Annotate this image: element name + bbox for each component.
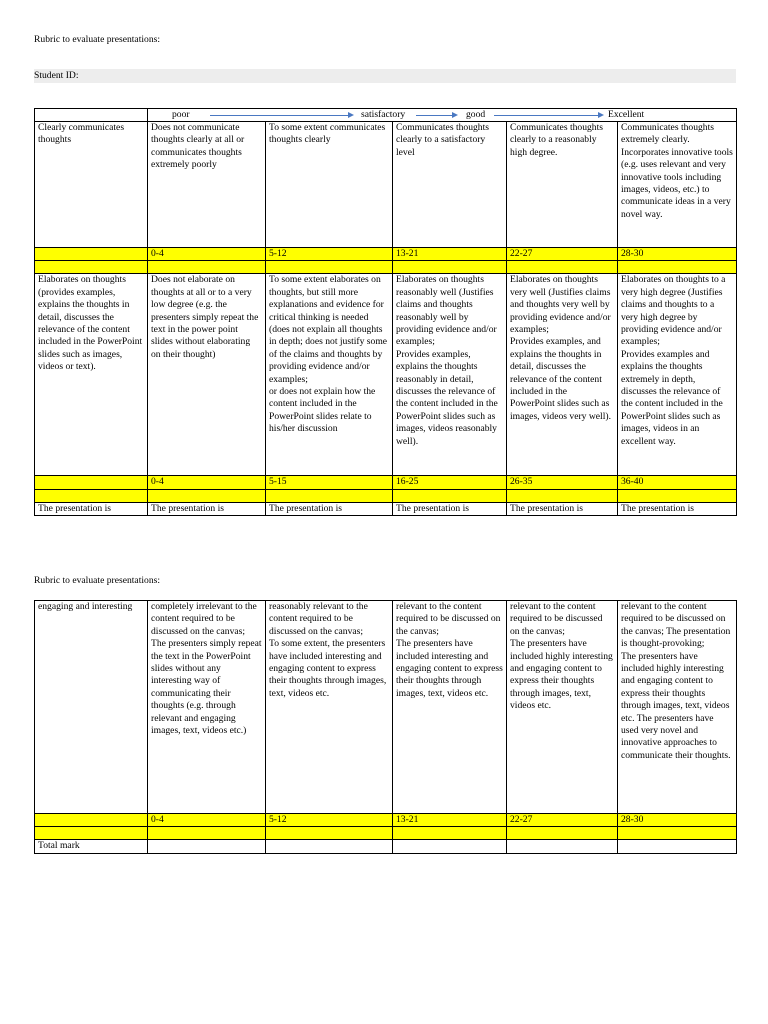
rating-scale xyxy=(148,109,737,122)
spacer-row xyxy=(35,489,737,502)
marks-row xyxy=(35,476,737,489)
scale-satisfactory-label: satisfactory xyxy=(361,109,406,120)
table-row xyxy=(35,122,737,248)
descriptor-cell: The presentation is xyxy=(148,502,266,515)
descriptor-cell: Elaborates on thoughts to a very high degree (Justifies claims and thoughts to a very high degree by providing evidence and/or examples; Provides examples and explains the thoughts extremely in depth, discusses the relevance of the content included in the PowerPoint slides such as images, videos in an excellent way. xyxy=(618,274,737,476)
scale-excellent-label: Excellent xyxy=(608,109,645,120)
mark-cell: 0-4 xyxy=(148,248,266,261)
marks-row xyxy=(35,814,737,827)
descriptor-cell: The presentation is xyxy=(507,502,618,515)
scale-poor-label: poor xyxy=(172,109,190,120)
mark-cell: 0-4 xyxy=(148,814,266,827)
scale-header-row xyxy=(35,109,737,122)
descriptor-cell: Does not elaborate on thoughts at all or to a very low degree (e.g. the presenters simply repeat the text in the power point slides without elaborating on their thought) xyxy=(148,274,266,476)
descriptor-cell: reasonably relevant to the content required to be discussed on the canvas; To some extent, the presenters have included interesting and engaging content to express their thoughts through images, text, videos etc. xyxy=(266,601,393,814)
total-mark-input[interactable] xyxy=(507,840,618,853)
mark-cell: 13-21 xyxy=(393,814,507,827)
criterion-cell: The presentation is xyxy=(35,502,148,515)
descriptor-cell: Does not communicate thoughts clearly at all or communicates thoughts extremely poorly xyxy=(148,122,266,248)
descriptor-cell: completely irrelevant to the content required to be discussed on the canvas; The presenters simply repeat the text in the PowerPoint slides without any interesting way of communicating their thoughts (e.g. through relevant and engaging images, text, videos etc.) xyxy=(148,601,266,814)
descriptor-cell: relevant to the content required to be discussed on the canvas; The presenters have included highly interesting and engaging content to express their thoughts through images, text, videos etc. xyxy=(507,601,618,814)
mark-cell: 5-15 xyxy=(266,476,393,489)
rubric-table-2 xyxy=(34,600,737,854)
descriptor-cell: To some extent elaborates on thoughts, but still more explanations and evidence for critical thinking is needed (does not explain all thoughts in depth; does not justify some of the claims and thoughts by providing evidence and/or examples; or does not explain how the content included in the PowerPoint slides relate to his/her discussion xyxy=(266,274,393,476)
mark-cell: 22-27 xyxy=(507,814,618,827)
table-row xyxy=(35,601,737,814)
total-mark-input[interactable] xyxy=(393,840,507,853)
mark-cell: 0-4 xyxy=(148,476,266,489)
mark-cell: 5-12 xyxy=(266,814,393,827)
descriptor-cell: Communicates thoughts clearly to a satisfactory level xyxy=(393,122,507,248)
mark-cell: 5-12 xyxy=(266,248,393,261)
mark-cell: 16-25 xyxy=(393,476,507,489)
total-mark-input[interactable] xyxy=(618,840,737,853)
scale-arrow-line xyxy=(494,115,598,116)
spacer-row xyxy=(35,827,737,840)
table-row xyxy=(35,502,737,515)
student-id-field[interactable] xyxy=(34,69,736,83)
arrow-right-icon xyxy=(452,112,458,118)
mark-cell: 28-30 xyxy=(618,814,737,827)
scale-arrow-line xyxy=(416,115,452,116)
table-row xyxy=(35,274,737,476)
descriptor-cell: Elaborates on thoughts reasonably well (Justifies claims and thoughts reasonably well by providing evidence and/or examples; Provides examples, explains the thoughts reasonably in detail, discusses the relevance of the content included in the PowerPoint slides such as images, videos reasonably well). xyxy=(393,274,507,476)
descriptor-cell: Communicates thoughts extremely clearly. Incorporates innovative tools (e.g. uses relevant and very innovative tools including images, videos, etc.) to communicate ideas in a very novel way. xyxy=(618,122,737,248)
criterion-cell: Clearly communicates thoughts xyxy=(35,122,148,248)
scale-arrow-line xyxy=(210,115,348,116)
mark-cell: 26-35 xyxy=(507,476,618,489)
descriptor-cell: The presentation is xyxy=(393,502,507,515)
rubric-table-1 xyxy=(34,108,737,516)
student-id-label: Student ID: xyxy=(34,70,79,81)
total-mark-label: Total mark xyxy=(35,840,148,853)
criterion-cell: engaging and interesting xyxy=(35,601,148,814)
descriptor-cell: The presentation is xyxy=(618,502,737,515)
arrow-right-icon xyxy=(598,112,604,118)
total-mark-row xyxy=(35,840,737,853)
marks-row xyxy=(35,248,737,261)
descriptor-cell: To some extent communicates thoughts clearly xyxy=(266,122,393,248)
mark-cell: 36-40 xyxy=(618,476,737,489)
descriptor-cell: relevant to the content required to be discussed on the canvas; The presenters have included interesting and engaging content to express their thoughts through images, text, videos etc. xyxy=(393,601,507,814)
mark-cell: 13-21 xyxy=(393,248,507,261)
arrow-right-icon xyxy=(348,112,354,118)
scale-good-label: good xyxy=(466,109,486,120)
mark-cell: 28-30 xyxy=(618,248,737,261)
descriptor-cell: The presentation is xyxy=(266,502,393,515)
mark-cell: 22-27 xyxy=(507,248,618,261)
spacer-row xyxy=(35,261,737,274)
page-title: Rubric to evaluate presentations: xyxy=(34,34,161,45)
descriptor-cell: Elaborates on thoughts very well (Justifies claims and thoughts very well by providing evidence and/or examples; Provides examples, and explains the thoughts in detail, discusses the relevance of the content included in the PowerPoint slides such as images, videos very well). xyxy=(507,274,618,476)
criterion-cell: Elaborates on thoughts (provides examples, explains the thoughts in detail, discusses the relevance of the content included in the PowerPoint slides such as images, videos or text). xyxy=(35,274,148,476)
total-mark-input[interactable] xyxy=(266,840,393,853)
descriptor-cell: relevant to the content required to be discussed on the canvas; The presentation is thought-provoking; The presenters have included highly interesting and engaging content to express their thoughts through images, text, videos etc. The presenters have used very novel and innovative approaches to communicate their thoughts. xyxy=(618,601,737,814)
descriptor-cell: Communicates thoughts clearly to a reasonably high degree. xyxy=(507,122,618,248)
page-title-repeat: Rubric to evaluate presentations: xyxy=(34,575,161,586)
total-mark-input[interactable] xyxy=(148,840,266,853)
